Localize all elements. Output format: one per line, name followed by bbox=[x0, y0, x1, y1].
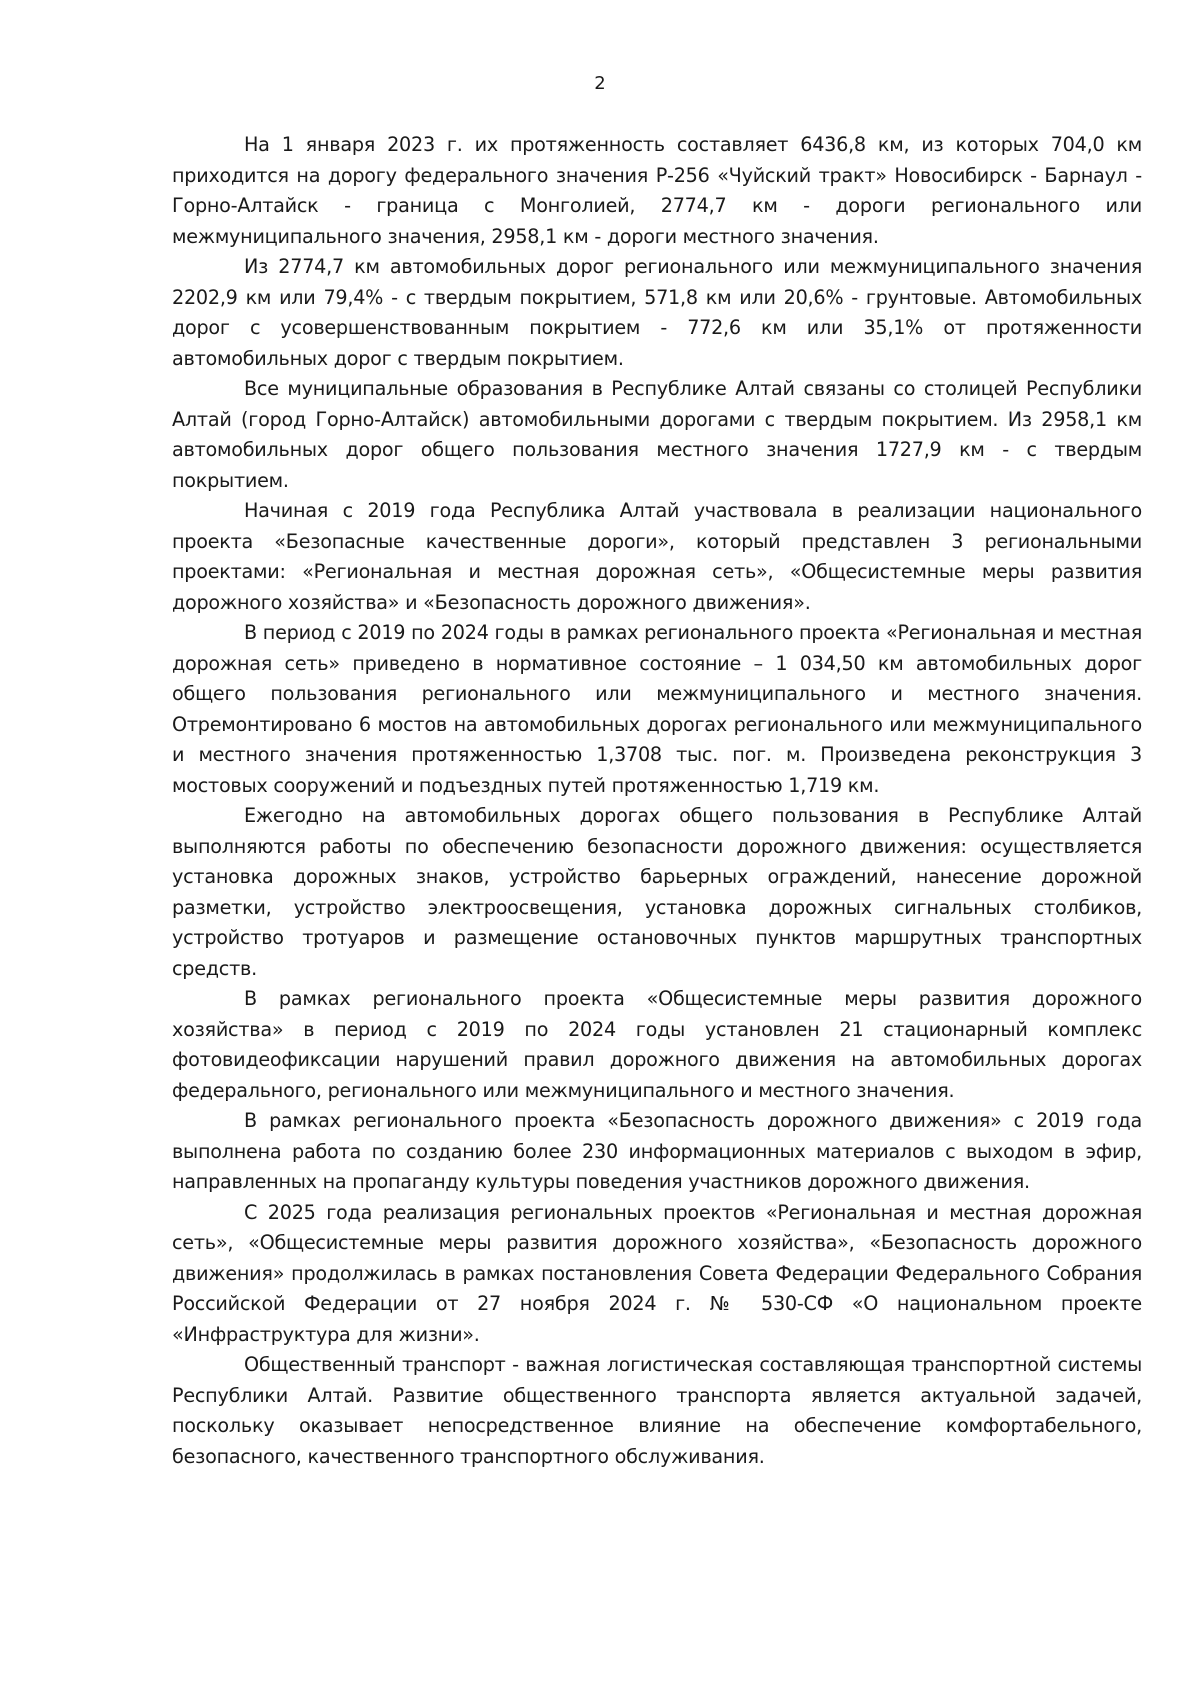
paragraph-road-length: На 1 января 2023 г. их протяженность составляет 6436,8 км, из которых 704,0 км приходится на дорогу федерального значения Р-256 «Чуйский тракт» Новосибирск - Барнаул - Горно-Алтайск - граница с Монголией, 2774,7 км - дороги регионального или межмуниципального значения, 2958,1 км - дороги местного значения. bbox=[172, 133, 1142, 248]
paragraph-road-network-results: В период с 2019 по 2024 годы в рамках регионального проекта «Региональная и местная дорожная сеть» приведено в нормативное состояние – 1 034,50 км автомобильных дорог общего пользования регионального или межмуниципального и местного значения. Отремонтировано 6 мостов на автомобильных дорогах регионального или межмуниципального и местного значения протяженностью 1,3708 тыс. пог. м. Произведена реконструкция 3 мостовых сооружений и подъездных путей протяженностью 1,719 км. bbox=[172, 621, 1142, 797]
paragraph-public-transport: Общественный транспорт - важная логистическая составляющая транспортной системы Республики Алтай. Развитие общественного транспорта является актуальной задачей, поскольку оказывает непосредственное влияние на обеспечение комфортабельного, безопасного, качественного транспортного обслуживания. bbox=[172, 1353, 1142, 1468]
paragraph-national-project: Начиная с 2019 года Республика Алтай участвовала в реализации национального проекта «Безопасные качественные дороги», который представлен 3 региональными проектами: «Региональная и местная дорожная сеть», «Общесистемные меры развития дорожного хозяйства» и «Безопасность дорожного движения». bbox=[172, 499, 1142, 614]
paragraph-photo-video-complexes: В рамках регионального проекта «Общесистемные меры развития дорожного хозяйства» в период с 2019 по 2024 годы установлен 21 стационарный комплекс фотовидеофиксации нарушений правил дорожного движения на автомобильных дорогах федерального, регионального или межмуниципального и местного значения. bbox=[172, 987, 1142, 1102]
paragraph-infrastructure-project: С 2025 года реализация региональных проектов «Региональная и местная дорожная сеть», «Общесистемные меры развития дорожного хозяйства», «Безопасность дорожного движения» продолжилась в рамках постановления Совета Федерации Федерального Собрания Российской Федерации от 27 ноября 2024 г. № 530-СФ «О национальном проекте «Инфраструктура для жизни». bbox=[172, 1200, 1142, 1346]
paragraph-municipal-connections: Все муниципальные образования в Республике Алтай связаны со столицей Республики Алтай (город Горно-Алтайск) автомобильными дорогами с твердым покрытием. Из 2958,1 км автомобильных дорог общего пользования местного значения 1727,9 км - с твердым покрытием. bbox=[172, 377, 1142, 492]
paragraph-information-materials: В рамках регионального проекта «Безопасность дорожного движения» с 2019 года выполнена работа по созданию более 230 информационных материалов с выходом в эфир, направленных на пропаганду культуры поведения участников дорожного движения. bbox=[172, 1109, 1142, 1193]
paragraph-regional-surface: Из 2774,7 км автомобильных дорог регионального или межмуниципального значения 2202,9 км или 79,4% - с твердым покрытием, 571,8 км или 20,6% - грунтовые. Автомобильных дорог с усовершенствованным покрытием - 772,6 км или 35,1% от протяженности автомобильных дорог с твердым покрытием. bbox=[172, 255, 1142, 370]
document-body bbox=[172, 130, 1142, 1472]
page-number: 2 bbox=[594, 73, 606, 94]
paragraph-safety-works: Ежегодно на автомобильных дорогах общего пользования в Республике Алтай выполняются работы по обеспечению безопасности дорожного движения: осуществляется установка дорожных знаков, устройство барьерных ограждений, нанесение дорожной разметки, устройство электроосвещения, установка дорожных сигнальных столбиков, устройство тротуаров и размещение остановочных пунктов маршрутных транспортных средств. bbox=[172, 804, 1142, 980]
